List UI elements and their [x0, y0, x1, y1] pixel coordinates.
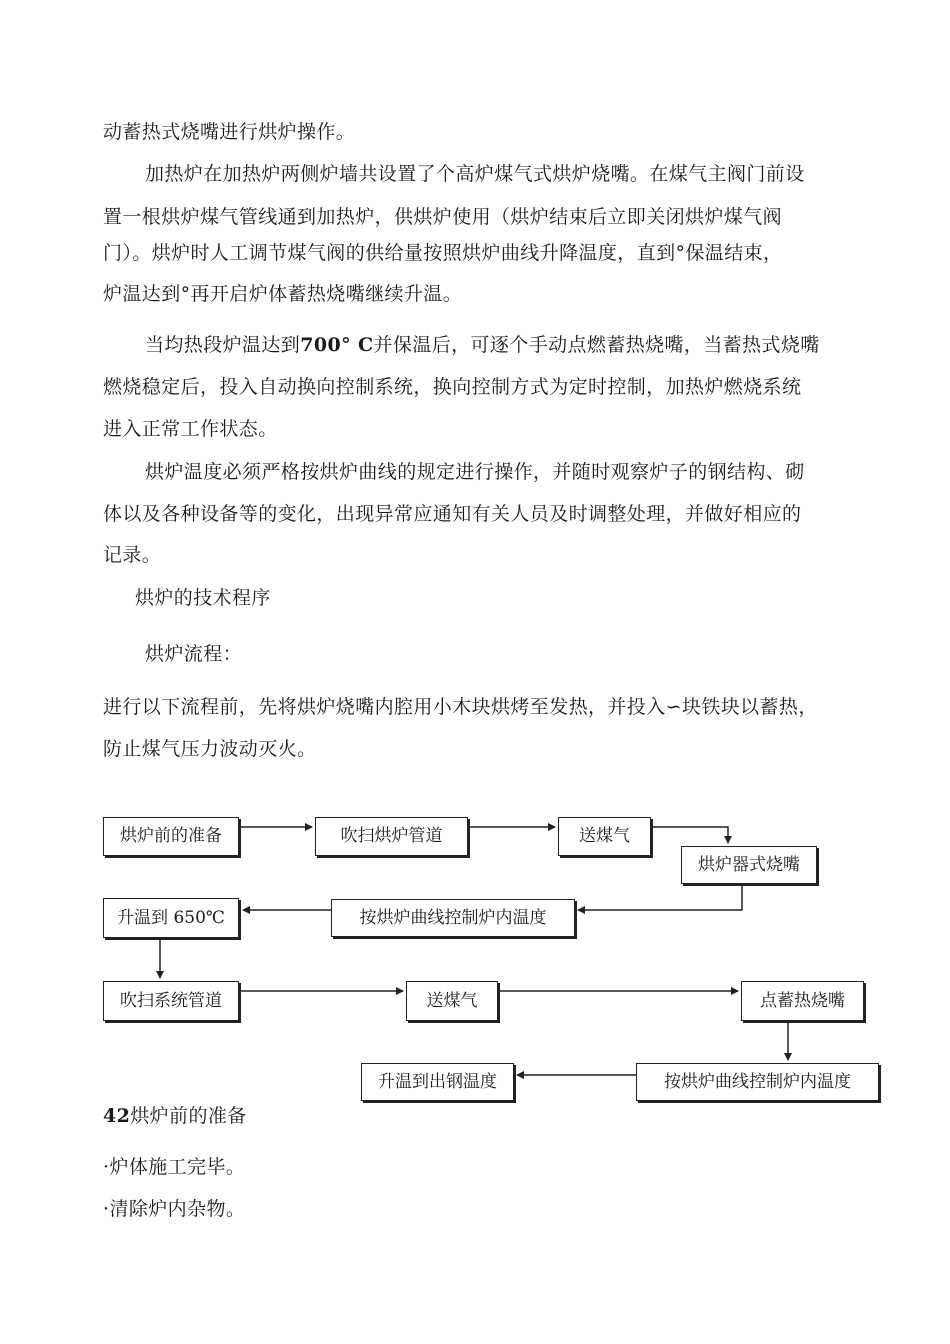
temperature-value: 700° C: [300, 334, 374, 356]
flow-box-purge-pipe: 吹扫烘炉管道: [315, 817, 468, 856]
subsection-title: 烘炉前的准备: [130, 1105, 247, 1127]
flow-box-purge-system: 吹扫系统管道: [103, 981, 239, 1021]
paragraph-line: 进行以下流程前，先将烘炉烧嘴内腔用小木块烘烤至发热，并投入∽块铁块以蓄热，: [103, 696, 818, 718]
paragraph-line: 动蓄热式烧嘴进行烘炉操作。: [103, 121, 356, 143]
paragraph-line: 进入正常工作状态。: [103, 418, 278, 440]
arrow-b4-b5: [578, 884, 742, 910]
arrow-b3-b4: [651, 827, 728, 843]
paragraph-line: 燃烧稳定后，投入自动换向控制系统，换向控制方式为定时控制，加热炉燃烧系统: [103, 376, 802, 398]
bullet-item: ·炉体施工完毕。: [103, 1156, 246, 1178]
flow-box-heat-650: 升温到 650℃: [103, 898, 239, 938]
paragraph-line: 防止煤气压力波动灭火。: [103, 738, 317, 760]
paragraph-line: 烘炉温度必须严格按烘炉曲线的规定进行操作，并随时观察炉子的钢结构、砌: [145, 461, 805, 483]
paragraph-line: 记录。: [103, 544, 162, 566]
flow-box-temp-control: 按烘炉曲线控制炉内温度: [331, 899, 575, 937]
paragraph-line: 置一根烘炉煤气管线通到加热炉，供烘炉使用（烘炉结束后立即关闭烘炉煤气阀: [103, 206, 783, 228]
subsection-heading: [103, 1104, 247, 1128]
flow-box-prepare: 烘炉前的准备: [103, 817, 239, 856]
flow-box-ignite-burner: 点蓄热烧嘴: [741, 981, 864, 1021]
flow-box-send-gas: 送煤气: [558, 817, 651, 856]
flow-box-send-gas-2: 送煤气: [406, 981, 498, 1021]
flow-box-temp-control-2: 按烘炉曲线控制炉内温度: [636, 1063, 879, 1101]
subsection-number: 42: [103, 1105, 131, 1127]
section-title: 烘炉的技术程序: [135, 587, 271, 609]
text-segment: 并保温后，可逐个手动点燃蓄热烧嘴，当蓄热式烧嘴: [373, 334, 820, 356]
flow-box-heat-tapping: 升温到出钢温度: [361, 1063, 514, 1101]
paragraph-line: 加热炉在加热炉两侧炉墙共设置了个高炉煤气式烘炉烧嘴。在煤气主阀门前设: [145, 163, 805, 185]
paragraph-line: 体以及各种设备等的变化，出现异常应通知有关人员及时调整处理，并做好相应的: [103, 503, 802, 525]
paragraph-line: 炉温达到°再开启炉体蓄热烧嘴继续升温。: [103, 283, 463, 305]
flow-box-burner: 烘炉器式烧嘴: [681, 846, 817, 884]
text-segment: 当均热段炉温达到: [145, 334, 301, 356]
bullet-item: ·清除炉内杂物。: [103, 1198, 246, 1220]
paragraph-line: 门）。烘炉时人工调节煤气阀的供给量按照烘炉曲线升降温度，直到°保温结束，: [103, 242, 783, 264]
flow-title: 烘炉流程：: [145, 643, 243, 665]
